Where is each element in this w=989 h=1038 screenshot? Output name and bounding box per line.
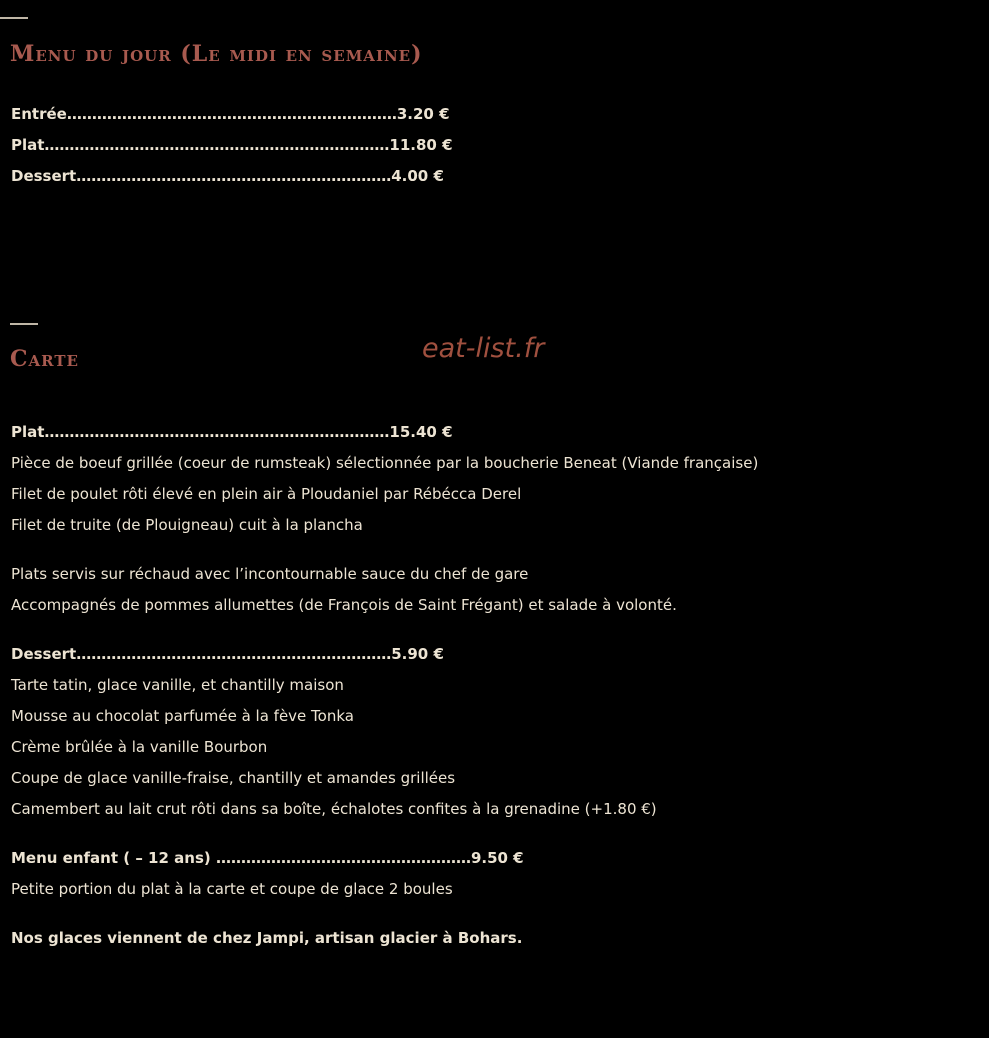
carte-plat-item: Filet de truite (de Plouigneau) cuit à la plancha xyxy=(11,516,363,534)
menu-du-jour-title: Menu du jour (Le midi en semaine) xyxy=(10,41,423,67)
service-note: Accompagnés de pommes allumettes (de François de Saint Frégant) et salade à volonté. xyxy=(11,596,677,614)
carte-dessert-item: Crème brûlée à la vanille Bourbon xyxy=(11,738,268,756)
service-note: Plats servis sur réchaud avec l’incontournable sauce du chef de gare xyxy=(11,565,529,583)
menu-item-dessert: Dessert………………………………………………………4.00 € xyxy=(11,167,444,185)
carte-title: Carte xyxy=(10,346,79,372)
menu-enfant-description: Petite portion du plat à la carte et coupe de glace 2 boules xyxy=(11,880,453,898)
menu-enfant-header: Menu enfant ( – 12 ans) ……………………………………………9.50 € xyxy=(11,849,524,867)
carte-dessert-item: Coupe de glace vanille-fraise, chantilly et amandes grillées xyxy=(11,769,456,787)
carte-dessert-item: Mousse au chocolat parfumée à la fève Tonka xyxy=(11,707,354,725)
carte-plat-header: Plat……………………………………………………………15.40 € xyxy=(11,423,453,441)
glaces-footer-note: Nos glaces viennent de chez Jampi, artisan glacier à Bohars. xyxy=(11,929,523,947)
menu-item-entree: Entrée…………………………………………………………3.20 € xyxy=(11,105,450,123)
carte-divider xyxy=(10,323,38,325)
carte-dessert-header: Dessert………………………………………………………5.90 € xyxy=(11,645,444,663)
menu-item-plat: Plat……………………………………………………………11.80 € xyxy=(11,136,453,154)
carte-dessert-item: Camembert au lait crut rôti dans sa boîte, échalotes confites à la grenadine (+1.80 €) xyxy=(11,800,657,818)
watermark: eat-list.fr xyxy=(422,333,545,364)
carte-plat-item: Filet de poulet rôti élevé en plein air à Ploudaniel par Rébécca Derel xyxy=(11,485,522,503)
carte-dessert-item: Tarte tatin, glace vanille, et chantilly maison xyxy=(11,676,344,694)
carte-plat-item: Pièce de boeuf grillée (coeur de rumsteak) sélectionnée par la boucherie Beneat (Viande française) xyxy=(11,454,759,472)
top-divider xyxy=(0,17,28,19)
